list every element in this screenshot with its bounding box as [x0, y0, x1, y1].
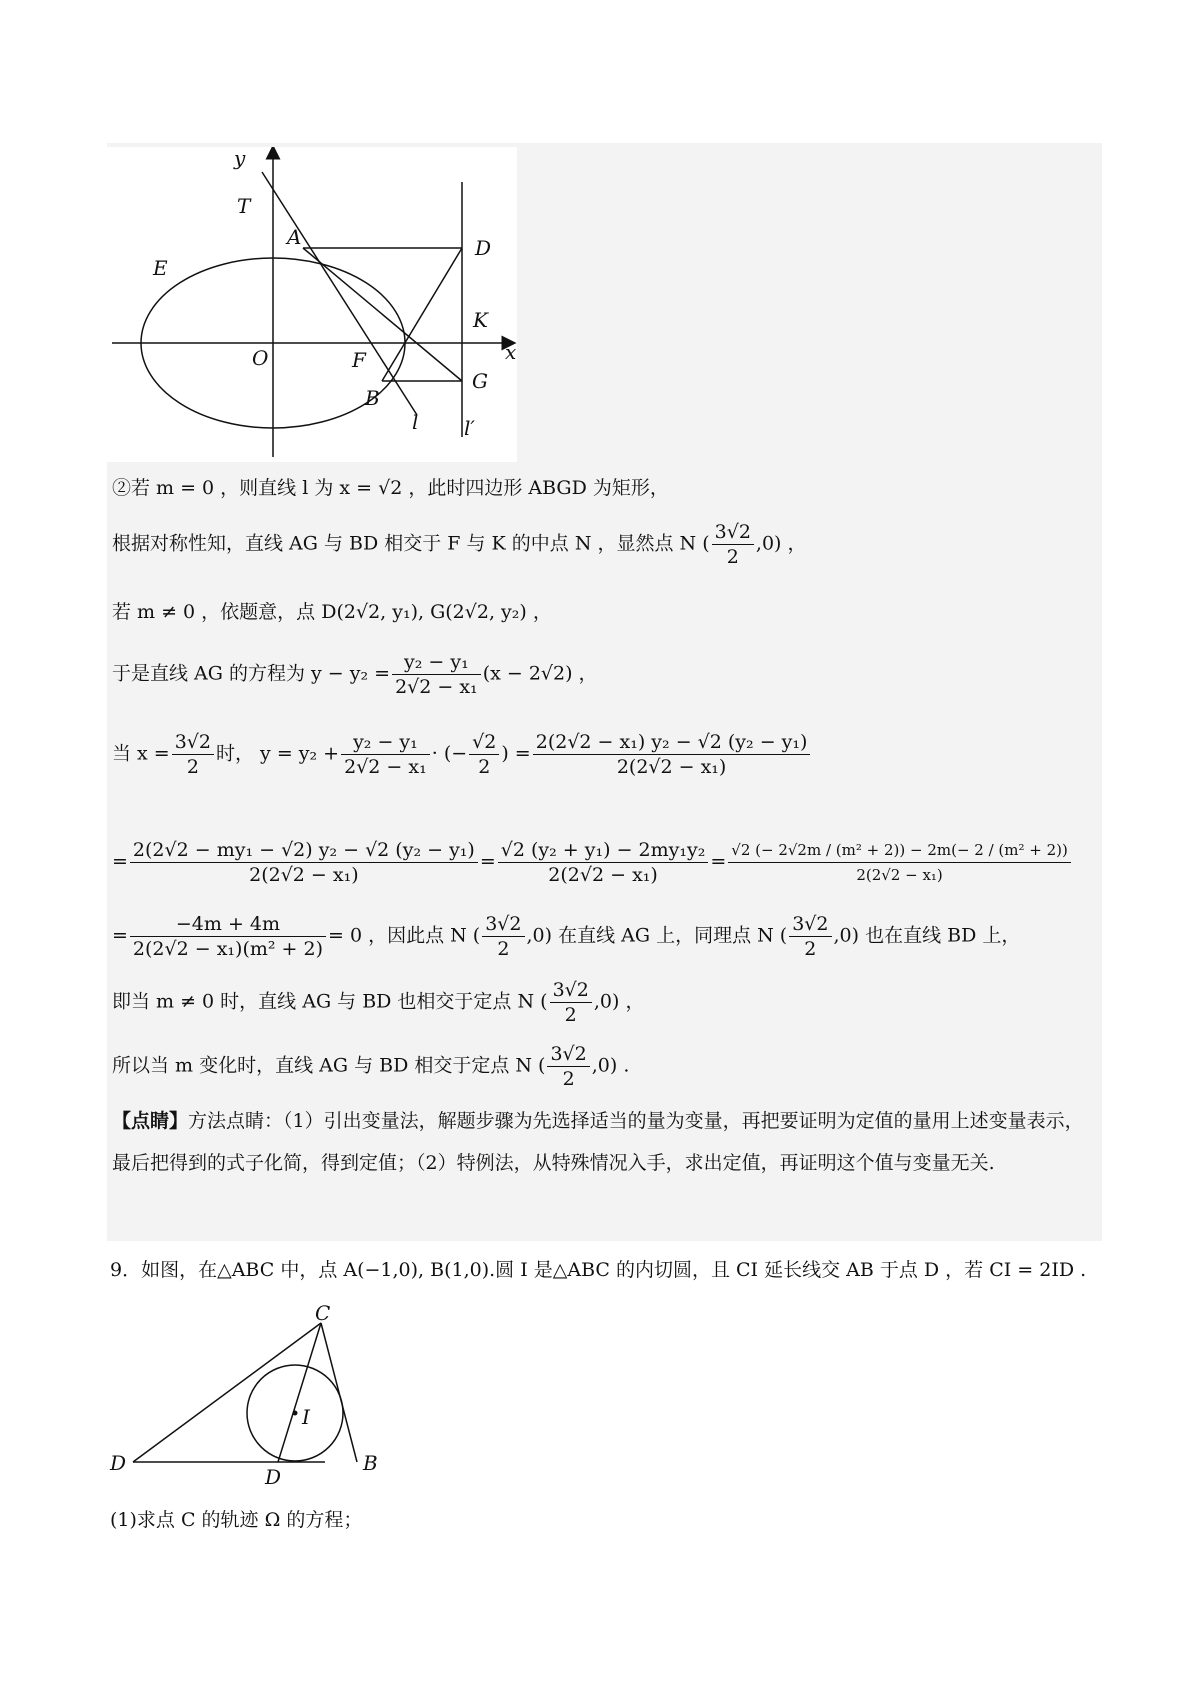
case-m-nonzero: 若 m ≠ 0 ，依题意，点 D(2√2, y₁), G(2√2, y₂) ，: [112, 601, 552, 623]
label-y: y: [234, 147, 246, 170]
label-D-bottom: D: [265, 1465, 282, 1485]
label-D: D: [475, 236, 492, 260]
label-O: O: [252, 346, 269, 370]
label-G: G: [472, 369, 488, 393]
final-conclusion: 所以当 m 变化时，直线 AG 与 BD 相交于定点 N ( $\frac{3√2}{2}$ ,0) .: [112, 1043, 630, 1090]
label-l: l: [412, 410, 419, 434]
note-title: 【点睛】: [112, 1110, 189, 1132]
ag-eq-tail: (x − 2√2) ，: [482, 662, 598, 685]
label-x: x: [505, 340, 517, 364]
note-body: 方法点睛：（1）引出变量法，解题步骤为先选择适当的量为变量，再把要证明为定值的量用上述变量表示，最后把得到的式子化简，得到定值；（2）特例法，从特殊情况入手，求出定值，再证明这个值与变量无关.: [112, 1110, 1084, 1174]
ag-eq-text: 于是直线 AG 的方程为 y − y₂ =: [112, 662, 391, 685]
when-x-line: [112, 730, 812, 779]
label-A: A: [287, 225, 302, 249]
label-T: T: [237, 194, 251, 218]
case-m-zero: ②若 m = 0 ，则直线 l 为 x = √2 ，此时四边形 ABGD 为矩形，: [112, 477, 669, 499]
symmetry-tail: ,0) ，: [755, 532, 807, 555]
big-fraction-5: $\frac{-4m + 4m}{\text{2(2√2 − x₁)(m² + 2)}}$: [130, 912, 326, 961]
label-B: B: [363, 1451, 378, 1475]
label-K: K: [473, 308, 488, 332]
ellipse-figure: [107, 147, 517, 462]
ag-slope-fraction: $\frac{\text{y₂ − y₁}}{\text{2√2 − x₁}}$: [392, 650, 481, 699]
question-1: (1)求点 C 的轨迹 Ω 的方程；: [110, 1509, 363, 1531]
segment-BD: [382, 248, 462, 381]
line-l: [262, 172, 417, 415]
when-x-mid: 时， y = y₂ +: [216, 742, 340, 765]
label-I: I: [302, 1405, 310, 1429]
label-D-left: D: [110, 1451, 127, 1475]
symmetry-line: [112, 520, 807, 569]
label-F: F: [352, 348, 366, 372]
result-zero-line: = $\frac{-4m + 4m}{\text{2(2√2 − x₁)(m² + 2)}}$ = 0 ，因此点 N ( $\frac{3√2}{2}$ ,0) 在直线 AG 上，同理点 N ( $\frac{3√2}{2}$ ,0) 也在直线 BD 上，: [112, 913, 1021, 960]
big-fraction-3: $\frac{\text{√2 (y₂ + y₁) − 2my₁y₂}}{\text{2(2√2 − x₁)}}$: [498, 838, 709, 887]
fraction-3r2-over-2: $\frac{3√2}{2}$: [712, 520, 754, 569]
triangle-figure: [105, 1300, 405, 1485]
line-AG-equation: [112, 650, 598, 699]
label-C: C: [315, 1301, 331, 1325]
problem-9-statement: 9．如图，在△ABC 中，点 A(−1,0), B(1,0).圆 I 是△ABC 的内切圆，且 CI 延长线交 AB 于点 D ，若 CI = 2ID .: [110, 1259, 1087, 1281]
side-DC: [133, 1323, 321, 1462]
when-x-text: 当 x =: [112, 742, 170, 765]
big-fraction-4: $\frac{\text{√2 (− 2√2m / (m² + 2)) − 2m(− 2 / (m² + 2))}}{\text{2(2√2 − x₁)}}$: [728, 838, 1071, 887]
equals-text: ) =: [501, 742, 531, 765]
segment-CD: [278, 1323, 321, 1462]
label-l-prime: l′: [464, 416, 475, 440]
fraction-x-value: $\frac{3√2}{2}$: [172, 730, 214, 779]
symmetry-text: 根据对称性知，直线 AG 与 BD 相交于 F 与 K 的中点 N ，显然点 N (: [112, 532, 710, 555]
label-B: B: [365, 386, 380, 410]
label-E: E: [153, 256, 168, 280]
ellipse-diagram: [107, 147, 517, 462]
method-note: [112, 1100, 1097, 1184]
simplification-line: = $\frac{\text{2(2√2 − my₁ − √2) y₂ − √2 (y₂ − y₁)}}{\text{2(2√2 − x₁)}}$ = $\frac{\text{√2 (y₂ + y₁) − 2my₁y₂}}{\text{2(2√2 − x₁)}}$ = $\frac{\text{√2 (− 2√2m / (m² + 2)) − 2m(− 2 / (m² + 2))}}{\text{2(2√2 − x₁)}}$: [112, 838, 1073, 887]
r2-over-2-fraction: $\frac{√2}{2}$: [469, 730, 499, 779]
times-text: · (−: [431, 742, 468, 765]
center-I: [293, 1411, 298, 1416]
big-fraction-1: $\frac{\text{2(2√2 − x₁) y₂ − √2 (y₂ − y₁)}}{\text{2(2√2 − x₁)}}$: [533, 730, 811, 779]
big-fraction-2: $\frac{\text{2(2√2 − my₁ − √2) y₂ − √2 (y₂ − y₁)}}{\text{2(2√2 − x₁)}}$: [130, 838, 478, 887]
slope-fraction: $\frac{\text{y₂ − y₁}}{\text{2√2 − x₁}}$: [341, 730, 430, 779]
conclusion-m-nonzero: 即当 m ≠ 0 时，直线 AG 与 BD 也相交于定点 N ( $\frac{3√2}{2}$ ,0) ，: [112, 979, 645, 1026]
triangle-diagram: [105, 1300, 405, 1485]
